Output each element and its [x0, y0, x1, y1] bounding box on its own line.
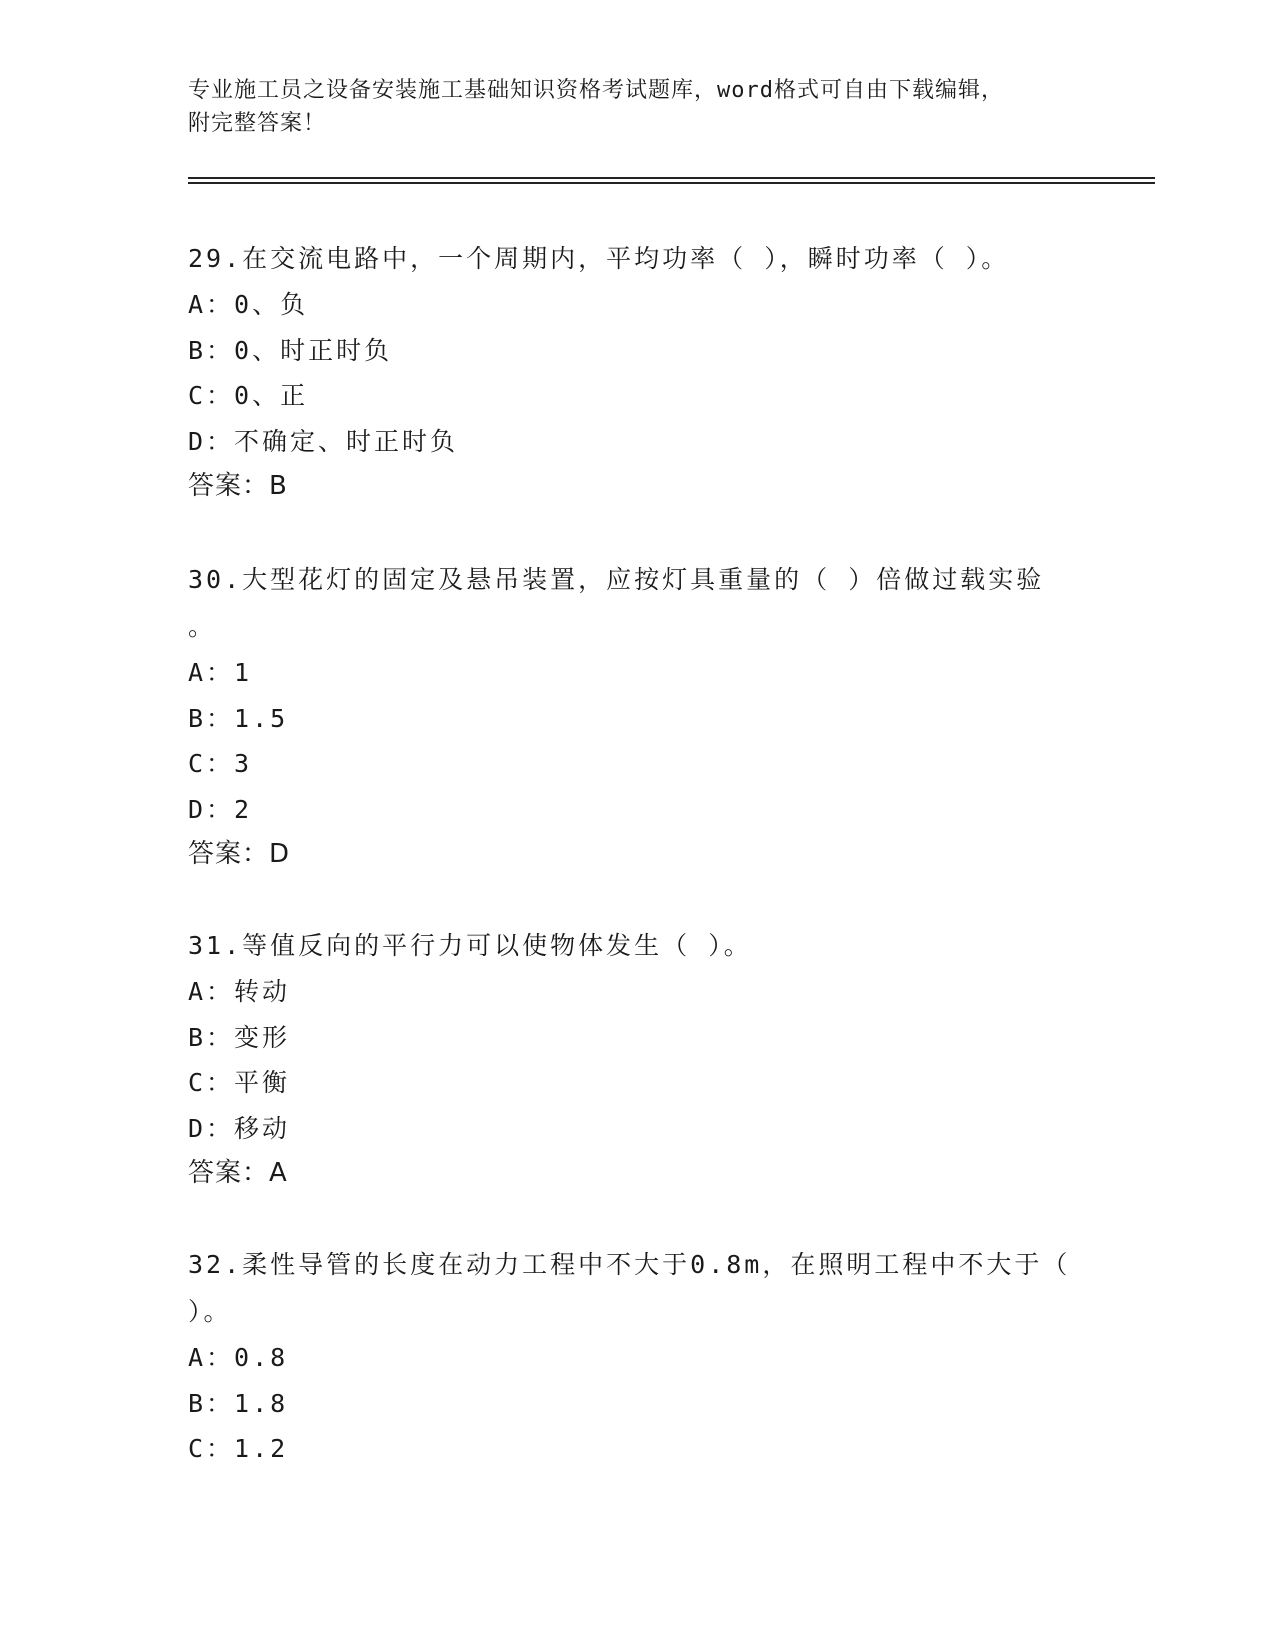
option-b: B：变形 — [188, 1022, 291, 1052]
question-32 — [188, 1241, 1088, 1472]
header-line-2: 附完整答案！ — [188, 111, 327, 136]
answer: 答案：D — [188, 839, 291, 869]
option-a: A：1 — [188, 658, 253, 687]
option-a: A：0、负 — [188, 290, 309, 319]
option-a: A：转动 — [188, 977, 291, 1006]
option-c: C：3 — [188, 749, 253, 778]
option-a: A：0.8 — [188, 1343, 289, 1372]
question-31 — [188, 922, 1088, 1197]
question-stem: 32.柔性导管的长度在动力工程中不大于0.8m，在照明工程中不大于（ ）。 — [188, 1250, 1071, 1326]
option-b: B：1.8 — [188, 1388, 289, 1418]
question-30 — [188, 556, 1088, 878]
option-c: C：平衡 — [188, 1068, 291, 1097]
option-c: C：1.2 — [188, 1434, 289, 1463]
option-c: C：0、正 — [188, 381, 309, 410]
question-stem: 31.等值反向的平行力可以使物体发生（ ）。 — [188, 931, 752, 960]
option-b: B：0、时正时负 — [188, 335, 393, 365]
document-header — [188, 74, 1088, 140]
question-29 — [188, 235, 1088, 510]
option-d: D：不确定、时正时负 — [188, 426, 459, 456]
header-divider-bottom — [188, 182, 1155, 184]
question-stem: 30.大型花灯的固定及悬吊装置，应按灯具重量的（ ）倍做过载实验 。 — [188, 565, 1045, 641]
answer: 答案：B — [188, 471, 288, 501]
question-stem: 29.在交流电路中，一个周期内，平均功率（ ），瞬时功率（ ）。 — [188, 244, 1010, 273]
option-b: B：1.5 — [188, 703, 289, 733]
answer: 答案：A — [188, 1158, 288, 1188]
header-line-1: 专业施工员之设备安装施工基础知识资格考试题库，word格式可自由下载编辑， — [188, 78, 1004, 103]
option-d: D：2 — [188, 794, 253, 824]
header-divider-top — [188, 177, 1155, 179]
option-d: D：移动 — [188, 1113, 291, 1143]
